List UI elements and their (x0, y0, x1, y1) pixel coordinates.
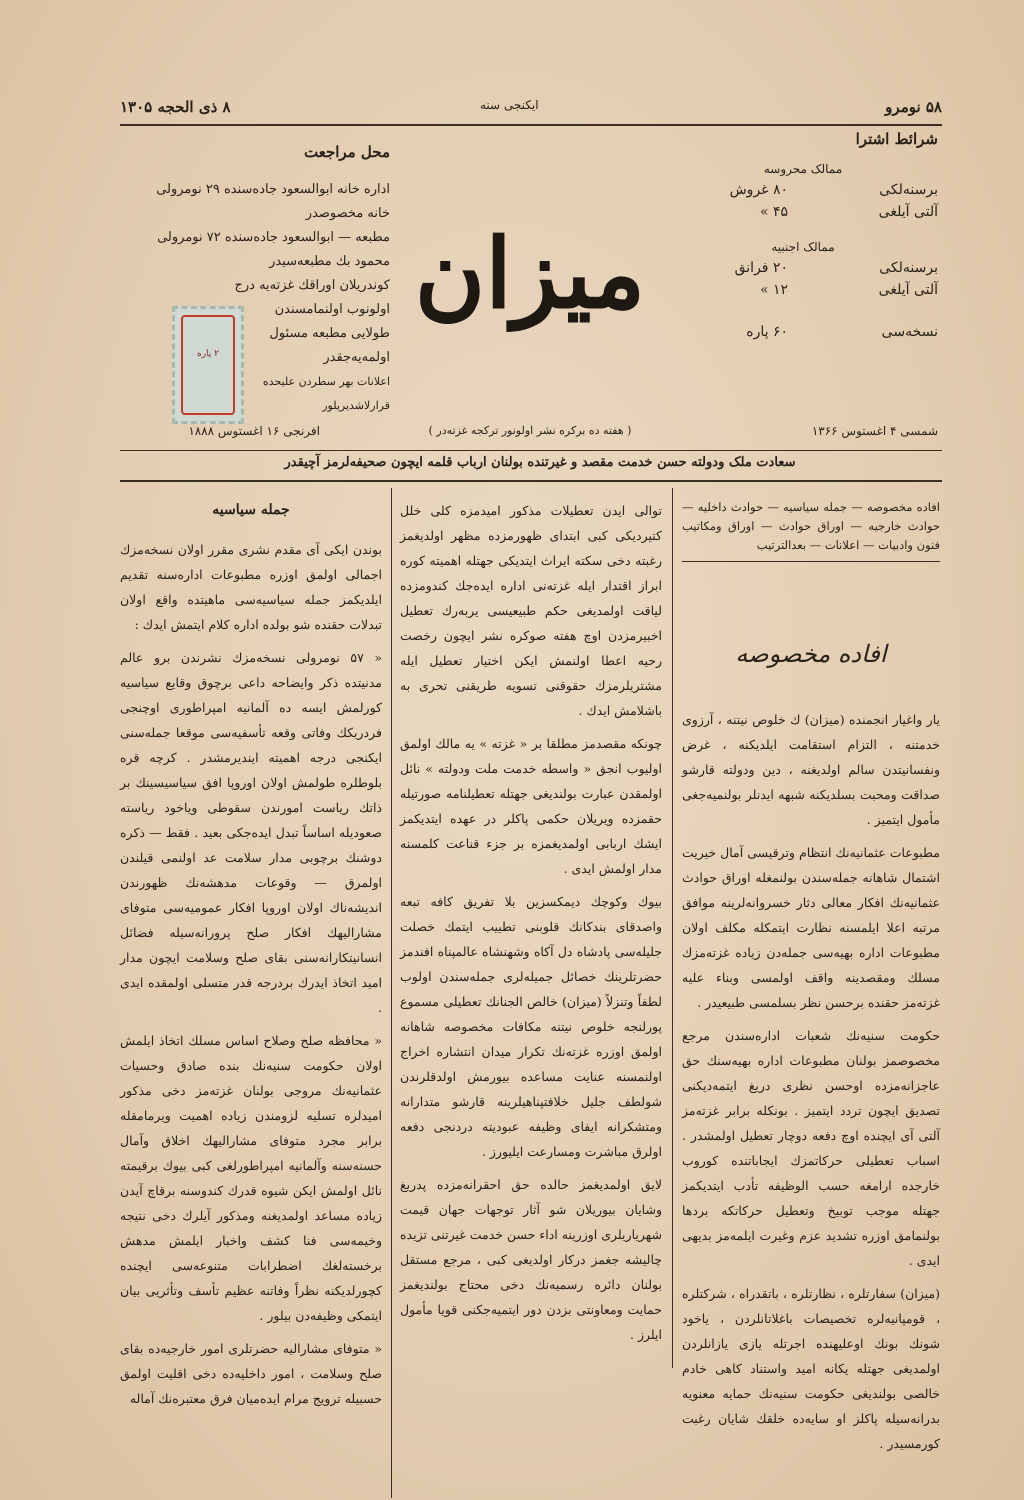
article-heading: جمله سیاسیه (212, 502, 290, 518)
paragraph: توالی ایدن تعطیلات مذکور امیدمزه کلی خلل کتیردیکی کبی ابتدای ظهورمزده مظهر اولدیغمز رغبته دخی سکته ایراث ایتدیکی جهتله اهمیته کوره ابراز اقتدار ایله غزته‌نی اداره ایده‌جك کندومزده لیاقت اولمدیغی حکم طبیعیسی یربه‌رك تعطیل اخبیرمزدن اوچ هفته صوکره نشر ایچون رخصت رحیه اعطا اولنمش ایکن اختیار تعطیل ایله مشتریلرمزك حقوقنی تسویه طریقنی تحری به باشلامش ایدك . (400, 503, 662, 718)
motto-line: سعادت ملک ودولته حسن خدمت مقصد و غیرتنده بولنان ارباب قلمه ایچون صحیفه‌لرمز آچیقدر (284, 455, 796, 470)
column-right (682, 498, 940, 1464)
domestic-label: ممالک محروسه (763, 162, 843, 176)
address-line: محمود بك مطبعه‌سیدر (269, 254, 390, 269)
newspaper-title (400, 140, 660, 410)
domestic-row (668, 182, 938, 204)
paragraph: « ۵۷ نومرولی نسخه‌مزك نشرندن برو عالم مدنیتده ذکر وایضاحه داعی برچوق وقایع سیاسیه کورلمش ایسه ده آلمانیه امپراطوری اوچنجی فردریکك وفاتی وقعه تأسفیه‌سی موقعا جمله‌سنی ایکنجی درجه اهمیته ایندیرمشدر . کرچه قره بلوطلره طولمش اولان اوروپا افق سیاسیسینك بر ذاتك ریاست امورندن سقوطی ویاخود ریاسته صعودیله اساساً تبدل ایده‌جکی بعید . فقط — ذکره دوشنك برچوبی مدار سلامت عد اولنمی قیلندن اولمرق — وقوعات مدهشه‌نك ظهورندن اندیشه‌ناك اولان اوروپا افکار عمومیه‌سی متوفای مشارالیهك افکار صلح پرورانه‌سیله فضائل انسانیتکارانه‌سنی بقای صلح وسلامت ایچون مدار امید اتخاذ ایدرك بردرجه قدر متسلی اولمقده ایدی . (120, 650, 383, 1015)
title-calligraphy: میزان (414, 217, 646, 330)
price: ۴۵ » (759, 204, 788, 220)
column-middle (400, 498, 662, 1355)
price: ۱۲ » (759, 282, 788, 298)
paragraph: مطبوعات عثمانیه‌نك انتظام وترقیسی آمال خیریت اشتمال شاهانه جمله‌سندن بولنمغله اوراق حوادث عثمانیه‌نك افکار معالی دثار خسروانه‌لرینه موافق مرتبه اعلا ایلمسنه نظارت ایتمکله مکلف اولان مطبوعات اداره بهیه‌سی جمله‌دن زیاده غزته‌مزك مسلك ومقصدینه واقف اولمسی وبناء علیه غزته‌مز حقنده برحسن نظر بسلمسی طبیعیدر . (682, 845, 940, 1010)
rumi-date: شمسی ۴ اغستوس ۱۳۶۶ (811, 424, 938, 438)
address-block (120, 140, 390, 418)
term: آلتی آیلغی (878, 282, 938, 298)
price: ۸۰ غروش (729, 182, 788, 198)
address-line: خانه مخصوصدر (305, 206, 390, 221)
paragraph: حکومت سنیه‌نك شعبات اداره‌سندن مرجع مخصوصمز بولنان مطبوعات اداره بهیه‌سنك حق عاجزانه‌مزده اوحسن نظری دریغ ایتمه‌دیکنی تصدیق ایچون تردد ایتمیز . بونکله برابر غزته‌مز آلتی آی ایچنده اوچ دفعه دوچار تعطیل اولمشدر . اسباب تعطیلی حرکاتمزك ایجاباتنده کوروب خارجده ارامغه حسب الوظیفه تأدب ایتدیکمز جهتله موجب توبیخ وتعطیل حرکاتکه بردها بولنمامق اوزره تشدید عزم وغیرت ایلمه‌مز بدیهی ایدی . (682, 1028, 940, 1268)
paragraph: « محافظه صلح وصلاح اساس مسلك اتخاذ ایلمش اولان حکومت سنیه‌نك بنده صادق وحسیات عثمانیه‌نك مروجی بولنان غزته‌مز دخی مذکور امیدلره تسلیه لزومندن زیاده اهمیت ویرمامقله برابر مجرد متوفای مشارالیهك اخلاق وآمال حسنه‌سنه وآلمانیه امپراطورلغی کبی بیوك برقیمته نائل اولمش ایکن شیوه قدرك کندوسنه برقاچ آیدن زیاده مساعد اولمدیغنه ومذکور آیلرك دخی نتیجه وخیمه‌سی فنا کشف واخبار ایلمش مدهش برخسته‌لغك اضطرابات متنوعه‌سی ایچنده کچورلدیکنه نظراً وفاتنه عظیم تأسف وتأثریی بیان ایتمکی وظیفه‌دن بیلور . (120, 1033, 382, 1323)
issue-number: ۵۸ نومرو (885, 98, 942, 116)
term: آلتی آیلغی (878, 204, 938, 220)
masthead-top-row (120, 98, 942, 122)
stamp-text: ۲ پاره (196, 349, 219, 359)
address-line: کوندریلان اوراقك غزته‌یه درج اولونوب اولنمامسندن (234, 278, 390, 317)
single-issue-row (668, 324, 938, 346)
masthead-mid-rule (120, 450, 942, 451)
column-divider (391, 488, 392, 1498)
address-heading: محل مراجعت (303, 143, 390, 161)
article-heading: افاده مخصوصه (735, 640, 887, 668)
subscription-block (668, 130, 938, 450)
paragraph: بیوك وکوچك دیمکسزین بلا تفریق کافه تبعه واصدقای بندکانك قلوبنی تطییب ایتمك خصلت جلیله‌سی پادشاه دل آکاه وشهنشاه عالمپناه افندمز حضرتلرینك خصائل جمیله‌لری جمله‌سندن اولوب لطفاً وتنزلاً (میزان) خالص الجنانك تعطیلی مسموع پورلنجه خلوص نیتنه مکافات مخصوصه شاهانه اولمق اوزره غزته‌نك تکرار میدان انتشاره اخراج اولنمسنه عنایت مساعده بیورمش اولدقلرندن شولطف جلیل خلافتپناهیلرینه قارشو متدارانه ومتشکرانه ایفای وظیفه عبودیته دردنجی دفعه اولرق مباشرت ومسارعت ایلیورز . (400, 894, 662, 1159)
term: برسنه‌لکی (879, 260, 938, 276)
subscription-heading: شرائط اشترا (855, 130, 938, 148)
paragraph: چونکه مقصدمز مطلقا بر « غزته » یه مالك اولمق اولیوب انجق « واسطه خدمت ملت ودولته » نائل اولمقدن عبارت بولندیغی جهتله تعطیلنامه صورتیله حقمزده ویریلان حکمی پاکلر در عهده ایتدیکمز ایشك اربابی اولمدیغمزه بر جزء قناعت کلمسنه مدار اولمش ایدی . (400, 736, 662, 876)
term: برسنه‌لکی (879, 182, 938, 198)
year-label: ایکنجی سنه (480, 98, 539, 112)
hijri-date: ۸ ذی الحجه ۱۳۰۵ (120, 98, 231, 116)
masthead-bottom-rule (120, 480, 942, 482)
foreign-label: ممالک اجنبیه (771, 240, 835, 254)
stamp-border (181, 315, 235, 415)
price: ۶۰ پاره (746, 324, 788, 340)
column-left (120, 498, 382, 1419)
foreign-row (668, 282, 938, 304)
address-line: طولایی مطبعه مسئول اولمه‌یه‌جقدر (269, 326, 390, 365)
foreign-row (668, 260, 938, 282)
address-line: اداره خانه ابوالسعود جاده‌سنده ۲۹ نومرولی (156, 182, 390, 197)
paragraph: « متوفای مشارالیه حضرتلری امور خارجیه‌ده بقای صلح وسلامت ، امور داخلیه‌ده دخی اقلیت اولمق حسبیله ترویج مرام ایده‌میان فرق معتبره‌نك آماله (120, 1341, 382, 1406)
paragraph: (میزان) سفارتلره ، نظارتلره ، باتقدراه ، شرکتلره ، قومپانیه‌لره تخصیصات باغلاتانلردن ، یاخود شونك بونك اوعلیهنده اجرتله یازی یازانلردن اولمدیغی جهتله یکانه امید واستناد کاهی خادم خالصی بولندیغی حکومت سنیه‌نك حمایه معنویه بدرانه‌سیله پاکلز او سایه‌ده خلقك شایان رغبت کورمسیدر . (682, 1286, 940, 1451)
price: ۲۰ فرانق (734, 260, 788, 276)
masthead-top-rule (120, 124, 942, 126)
term: نسخه‌سی (881, 324, 938, 340)
paragraph: یار واغیار انجمنده (میزان) ك خلوص نیتنه ، آرزوی خدمتنه ، التزام استقامت ایلدیکنه ، غرض ونفسانیتدن سالم اولدیغنه ، دین ودولته قارشو صداقت ومحبت بسلدیکنه شبهه ایدنلر بولنمیه‌جغی مأمول ایتمیز . (682, 712, 940, 827)
paragraph: بوندن ایکی آی مقدم نشری مقرر اولان نسخه‌مزك اجمالی اولمق اوزره مطبوعات اداره‌سنه تقدیم ایلدیکمز جمله سیاسیه‌سی ماهیتده واقع اولان تبدلات حقنده شو بولده اداره کلام ایتمش ایدك : (120, 542, 382, 632)
newspaper-subtitle: ( هفته ده برکره نشر اولونور ترکجه غزته‌در ) (428, 424, 632, 437)
paragraph: لایق اولمدیغمز حالده حق احقرانه‌مزده پدریغ وشایان بیوریلان شو آثار توجهات جهان قیمت شهریاریلری اوزرینه اداء حسن خدمت غیرتنی تزیده چالیشه جغمز درکار اولدیغی کبی ، مرجع مستقل بولنان دائره رسمیه‌نك دخی محتاج بولندیغمز حمایت ومعاونتی بزدن دور ایتمیه‌جکنی قویا مأمول ایلرز . (399, 1177, 662, 1342)
table-of-contents: افاده مخصوصه — جمله سیاسیه — حوادث داخلیه — حوادث خارجیه — اوراق حوادث — اوراق ومکاتیب فنون وادبیات — اعلانات — بعدالترتیب (682, 498, 940, 562)
address-line: اعلانات بهر سطردن علیحده قرارلاشدیریلور (262, 375, 390, 412)
domestic-row (668, 204, 938, 226)
address-line: مطبعه — ابوالسعود جاده‌سنده ۷۲ نومرولی (157, 230, 390, 245)
column-divider (672, 488, 673, 1368)
gregorian-date: افرنجی ۱۶ اغستوس ۱۸۸۸ (188, 424, 320, 438)
revenue-stamp (172, 306, 244, 424)
